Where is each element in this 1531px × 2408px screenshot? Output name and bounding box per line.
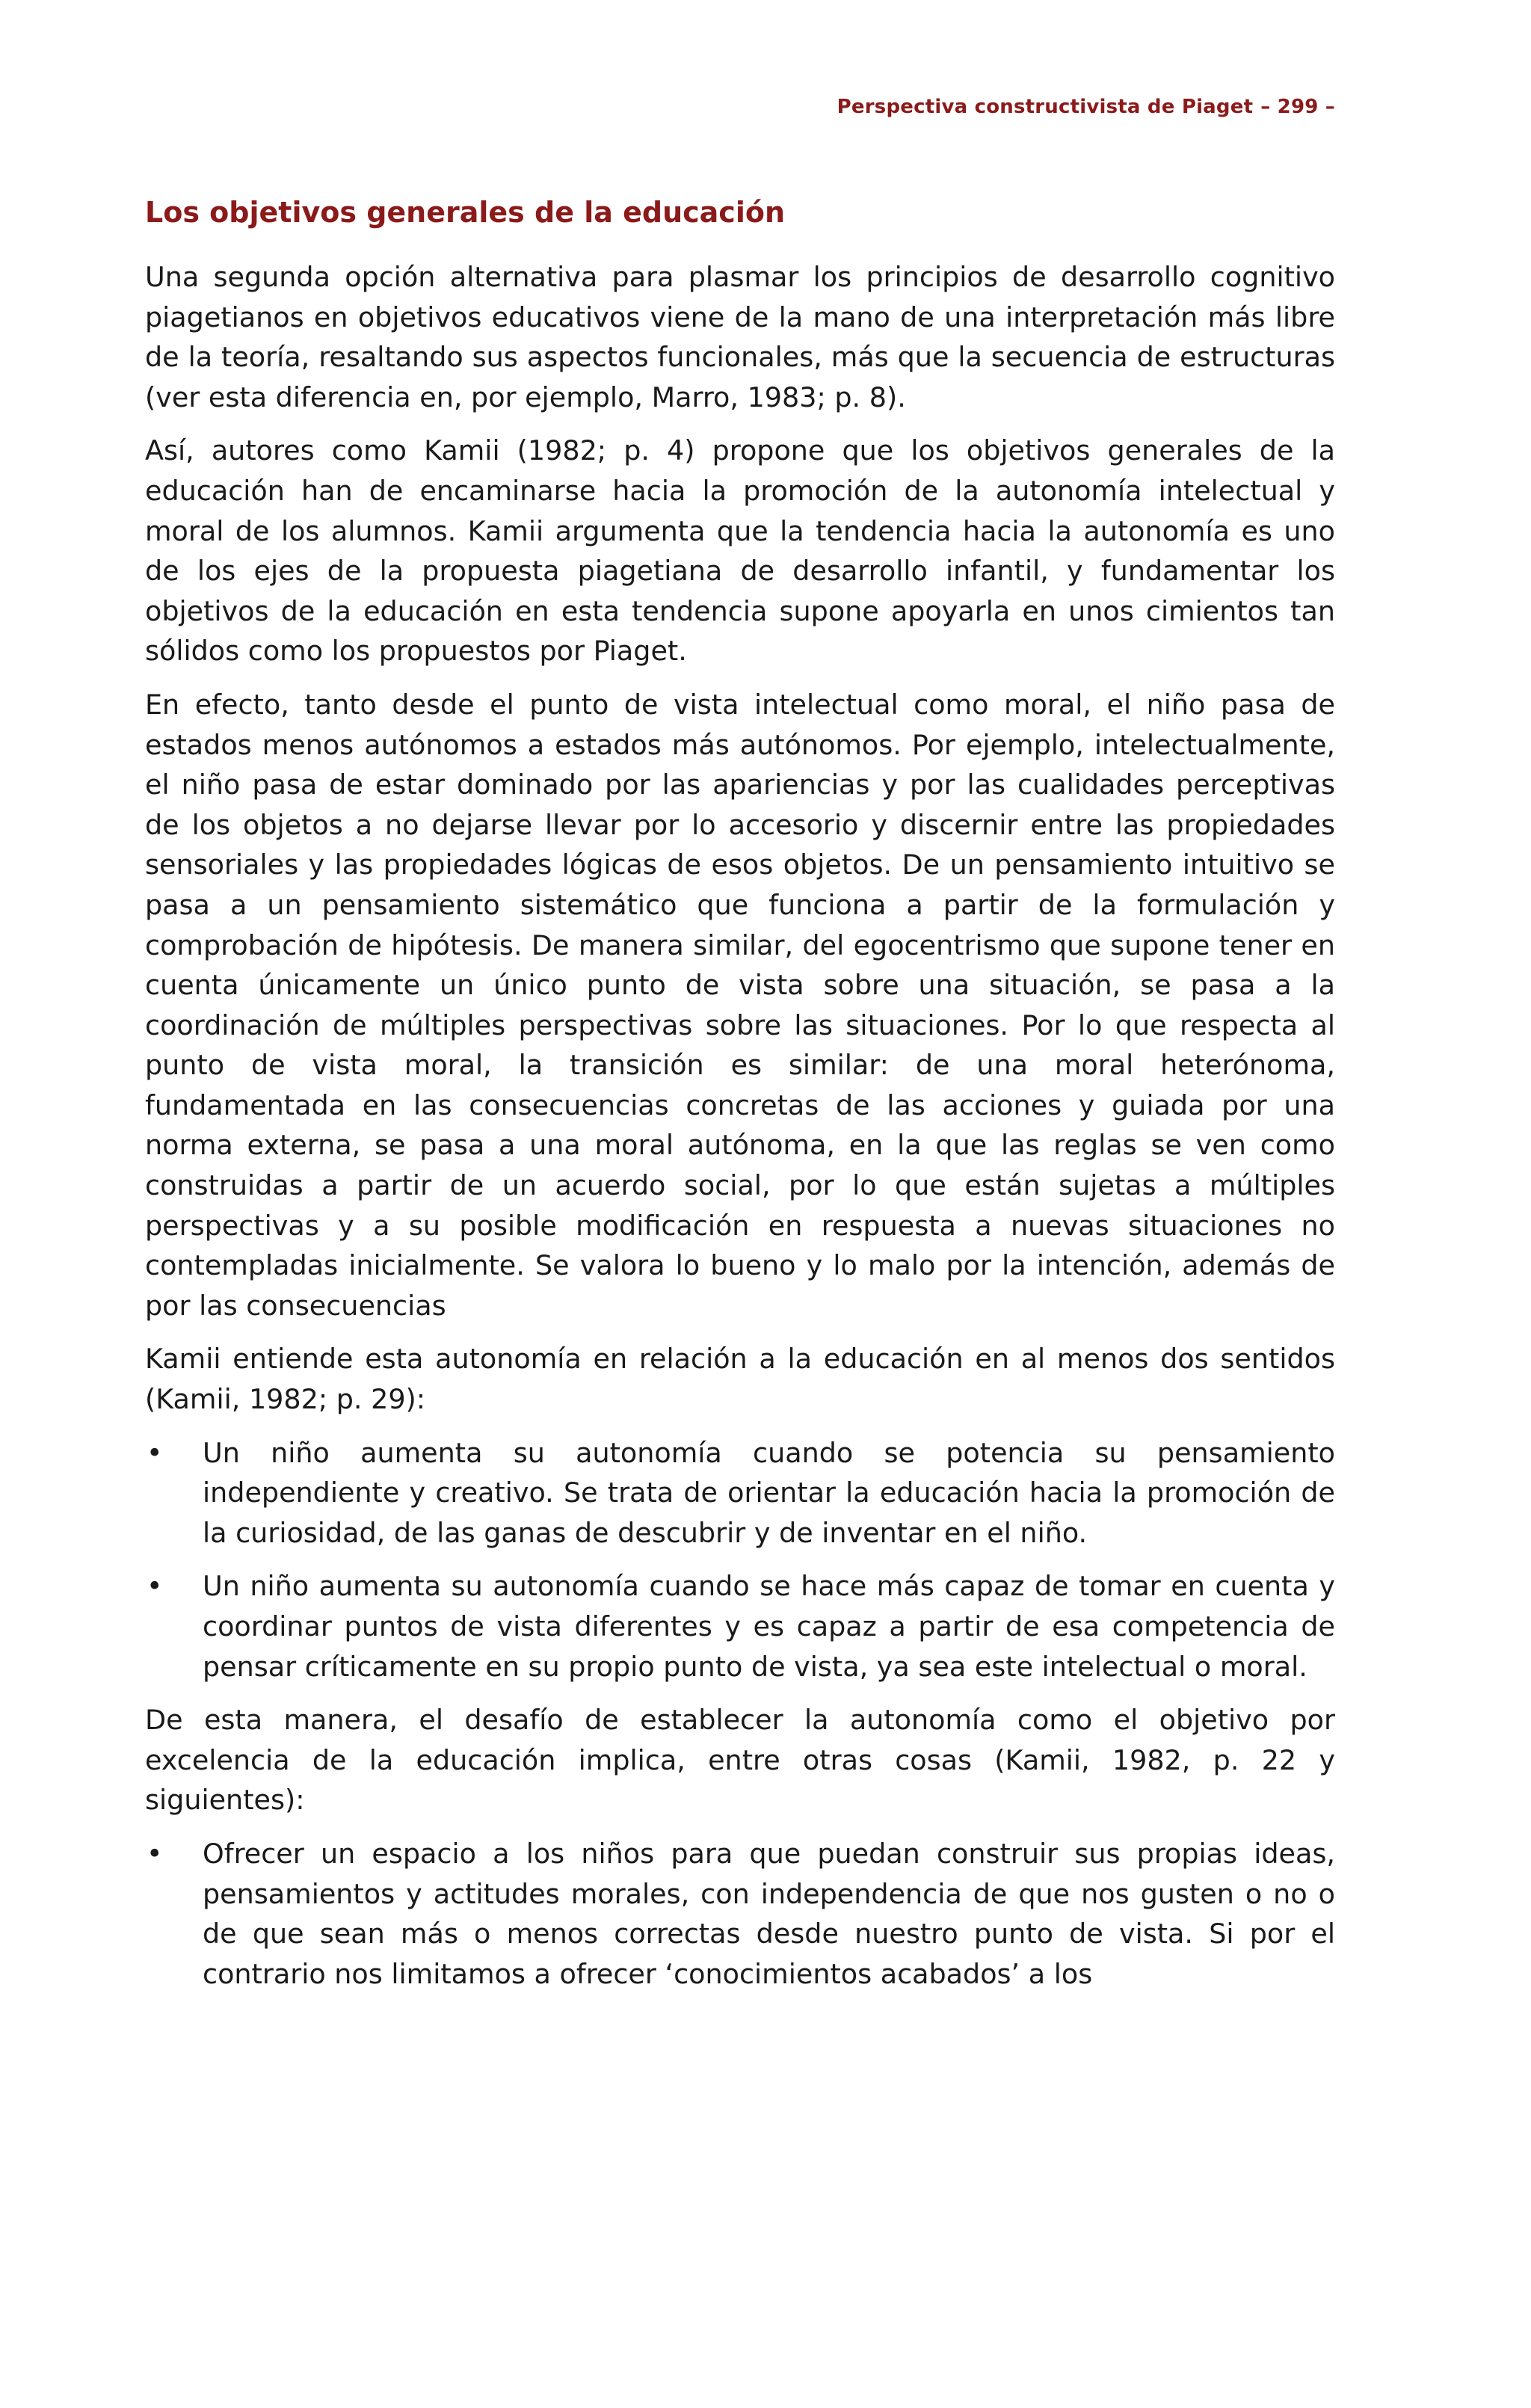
list-item-text: Un niño aumenta su autonomía cuando se hace más capaz de tomar en cuenta y coordinar puntos de vista diferentes y es capaz a partir de esa competencia de pensar críticamente en su propio punto de vista, ya sea este intelectual o moral. [203, 1570, 1335, 1683]
paragraph: De esta manera, el desafío de establecer la autonomía como el objetivo por excelencia de la educación implica, entre otras cosas (Kamii, 1982, p. 22 y siguientes): [145, 1704, 1335, 1817]
paragraph: Así, autores como Kamii (1982; p. 4) propone que los objetivos generales de la educación han de encaminarse hacia la promoción de la autonomía intelectual y moral de los alumnos. Kamii argumenta que la tendencia hacia la autonomía es uno de los ejes de la propuesta piagetiana de desarrollo infantil, y fundamentar los objetivos de la educación en esta tendencia supone apoyarla en unos cimientos tan sólidos como los propuestos por Piaget. [145, 434, 1335, 668]
paragraph: En efecto, tanto desde el punto de vista intelectual como moral, el niño pasa de estados menos autónomos a estados más autónomos. Por ejemplo, intelectualmente, el niño pasa de estar dominado por las apariencias y por las cualidades perceptivas de los objetos a no dejarse llevar por lo accesorio y discernir entre las propiedades sensoriales y las propiedades lógicas de esos objetos. De un pensamiento intuitivo se pasa a un pensamiento sistemático que funciona a partir de la formulación y comprobación de hipótesis. De manera similar, del egocentrismo que supone tener en cuenta únicamente un único punto de vista sobre una situación, se pasa a la coordinación de múltiples perspectivas sobre las situaciones. Por lo que respecta al punto de vista moral, la transición es similar: de una moral heterónoma, fundamentada en las consecuencias concretas de las acciones y guiada por una norma externa, se pasa a una moral autónoma, en la que las reglas se ven como construidas a partir de un acuerdo social, por lo que están sujetas a múltiples perspectivas y a su posible modificación en respuesta a nuevas situaciones no contempladas inicialmente. Se valora lo bueno y lo malo por la intención, además de por las consecuencias [145, 688, 1335, 1322]
list-item-text: Ofrecer un espacio a los niños para que puedan construir sus propias ideas, pensamientos y actitudes morales, con independencia de que nos gusten o no o de que sean más o menos correctas desde nuestro punto de vista. Si por el contrario nos limitamos a ofrecer ‘conocimientos acabados’ a los [203, 1837, 1335, 1990]
bullet-list-challenge [145, 1834, 1335, 1994]
bullet-marker: • [147, 1837, 163, 1870]
paragraph: Una segunda opción alternativa para plasmar los principios de desarrollo cognitivo piagetianos en objetivos educativos viene de la mano de una interpretación más libre de la teoría, resaltando sus aspectos funcionales, más que la secuencia de estructuras (ver esta diferencia en, por ejemplo, Marro, 1983; p. 8). [145, 261, 1335, 413]
list-item [145, 1834, 1335, 1994]
list-item [145, 1433, 1335, 1554]
list-item [145, 1566, 1335, 1687]
list-item-text: Un niño aumenta su autonomía cuando se potencia su pensamiento independiente y creativo. Se trata de orientar la educación hacia la promoción de la curiosidad, de las ganas de descubrir y de inventar en el niño. [203, 1436, 1335, 1549]
page-body [145, 193, 1335, 2007]
bullet-list-autonomy [145, 1433, 1335, 1687]
running-header [837, 96, 1335, 118]
bullet-marker: • [147, 1436, 163, 1469]
page-number: – 299 – [1260, 96, 1335, 118]
section-title: Los objetivos generales de la educación [145, 196, 786, 229]
running-title: Perspectiva constructivista de Piaget [837, 96, 1254, 118]
paragraph: Kamii entiende esta autonomía en relación a la educación en al menos dos sentidos (Kamii, 1982; p. 29): [145, 1343, 1335, 1416]
bullet-marker: • [147, 1570, 163, 1603]
